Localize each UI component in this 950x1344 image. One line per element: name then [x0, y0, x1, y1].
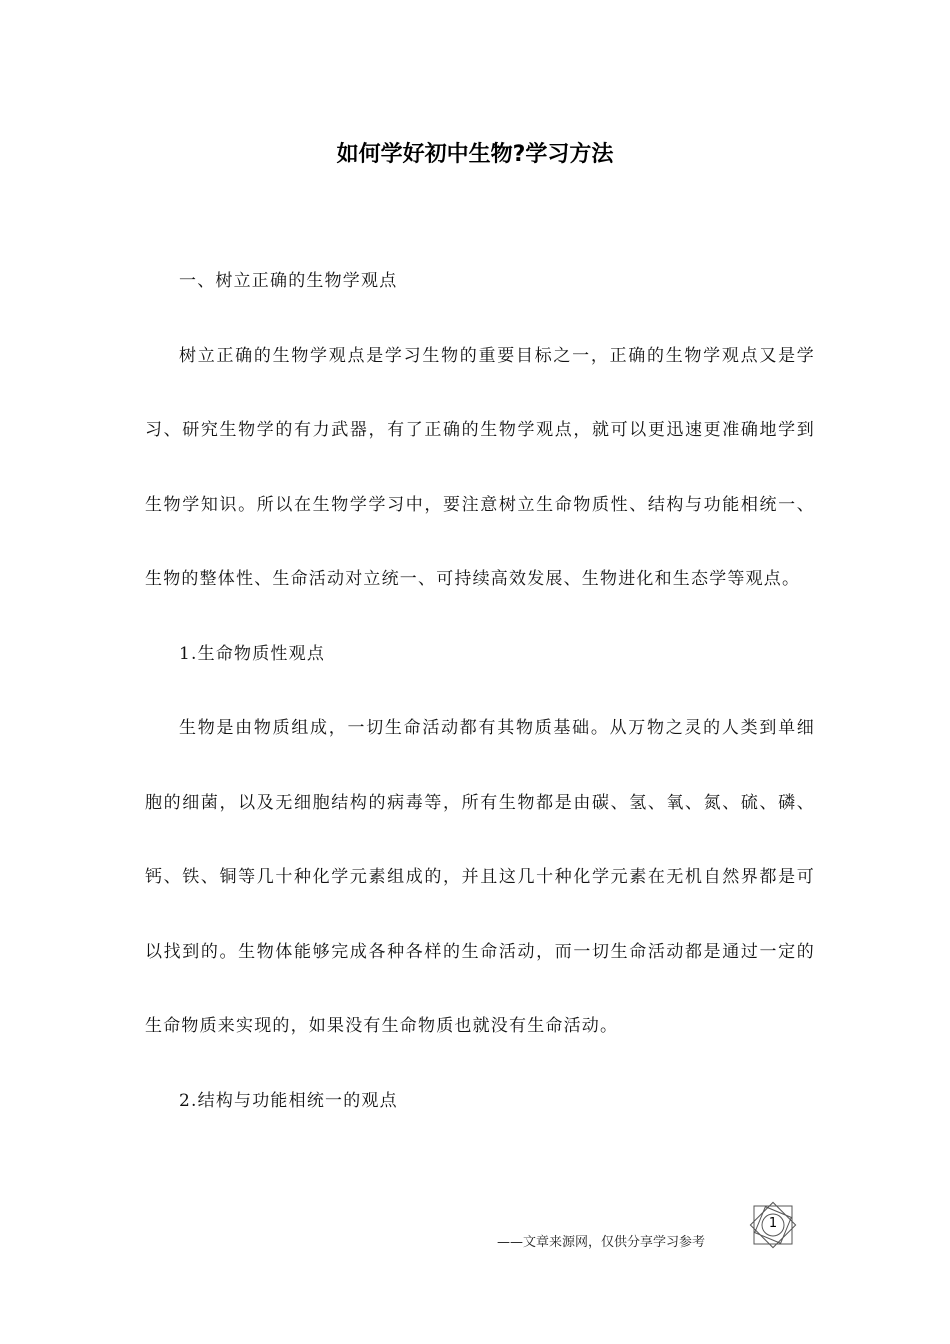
page-number-badge: [748, 1200, 798, 1250]
document-title: 如何学好初中生物?学习方法: [336, 142, 614, 167]
document-body: [145, 244, 815, 1138]
paragraph-1: 树立正确的生物学观点是学习生物的重要目标之一，正确的生物学观点又是学习、研究生物学的有力武器，有了正确的生物学观点，就可以更迅速更准确地学到生物学知识。所以在生物学学习中，要注意树立生命物质性、结构与功能相统一、生物的整体性、生命活动对立统一、可持续高效发展、生物进化和生态学等观点。: [145, 345, 815, 589]
paragraph-2: 生物是由物质组成，一切生命活动都有其物质基础。从万物之灵的人类到单细胞的细菌，以及无细胞结构的病毒等，所有生物都是由碳、氢、氧、氮、硫、磷、钙、铁、铜等几十种化学元素组成的，并且这几十种化学元素在无机自然界都是可以找到的。生物体能够完成各种各样的生命活动，而一切生命活动都是通过一定的生命物质来实现的，如果没有生命物质也就没有生命活动。: [145, 718, 815, 1036]
section-heading-1: 一、树立正确的生物学观点: [179, 271, 398, 291]
page-number: 1: [768, 1216, 778, 1231]
subheading-2: 2.结构与功能相统一的观点: [179, 1090, 398, 1111]
footer-source-note: ——文章来源网，仅供分享学习参考: [497, 1235, 706, 1250]
subheading-1: 1.生命物质性观点: [179, 643, 326, 664]
